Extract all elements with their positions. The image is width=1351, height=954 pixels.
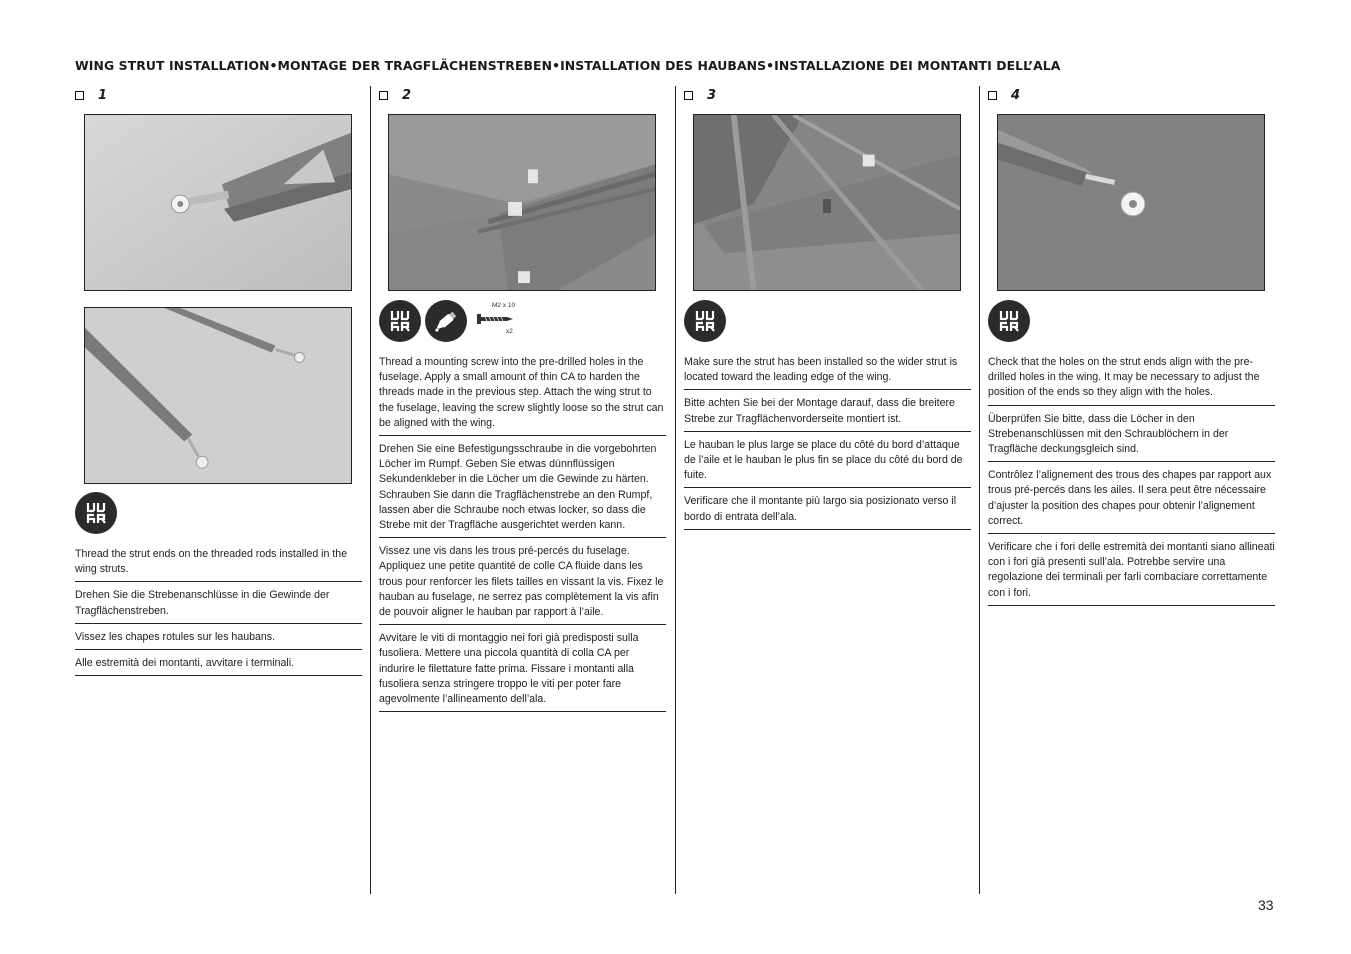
hand-tighten-icon: [684, 300, 726, 342]
instruction-it: Verificare che i fori delle estremità dei montanti siano allineati con i fori già presenti sull’ala. Potrebbe servire una regolazione dei terminali per farli combaciare correttamente con i fori.: [988, 539, 1275, 606]
instruction-en: Make sure the strut has been installed so the wider strut is located toward the leading edge of the wing.: [684, 354, 971, 390]
step-1-header: [75, 88, 107, 103]
instruction-it: Verificare che il montante più largo sia posizionato verso il bordo di entrata dell’ala.: [684, 493, 971, 529]
step-4-instructions: [988, 354, 1275, 611]
instruction-fr: Le hauban le plus large se place du côté du bord d’attaque de l’aile et le hauban le plus fin se place du côté du bord de fuite.: [684, 437, 971, 489]
instruction-it: Avvitare le viti di montaggio nei fori già predisposti sulla fusoliera. Mettere una piccola quantità di colla CA per indurire le filettature fatte prima. Fissare i montanti alla fusoliera senza stringere troppo le viti per poter fare agevolmente l’allineamento dell’ala.: [379, 630, 666, 712]
column-divider: [370, 86, 371, 894]
instruction-de: Drehen Sie die Strebenanschlüsse in die Gewinde der Tragflächenstreben.: [75, 587, 362, 623]
instruction-it: Alle estremità dei montanti, avvitare i terminali.: [75, 655, 362, 676]
hand-tighten-icon: [379, 300, 421, 342]
ca-glue-icon: [425, 300, 467, 342]
step-4-icons: [988, 300, 1030, 342]
instruction-en: Thread the strut ends on the threaded rods installed in the wing struts.: [75, 546, 362, 582]
instruction-fr: Vissez une vis dans les trous pré-percés du fuselage. Appliquez une petite quantité de colle CA fluide dans les trous pour renforcer les filets tailles en vissant la vis. Fixez le hauban au fuselage, ne serrez pas complètement la vis afin de pouvoir aligner le hauban par rapport à l’aile.: [379, 543, 666, 625]
step-2-instructions: [379, 354, 666, 717]
step-1-column: [75, 86, 362, 894]
instruction-de: Bitte achten Sie bei der Montage darauf, dass die breitere Strebe zur Tragflächenvorderseite montiert ist.: [684, 395, 971, 431]
instruction-en: Thread a mounting screw into the pre-drilled holes in the fuselage. Apply a small amount of thin CA to harden the threads made in the previous step. Attach the wing strut to the fuselage, leaving the screw slightly loose so the strut can be aligned with the wing.: [379, 354, 666, 436]
step-2-header: [379, 88, 411, 103]
instruction-de: Überprüfen Sie bitte, dass die Löcher in den Strebenanschlüssen mit den Schraublöchern in der Tragfläche deckungsgleich sind.: [988, 411, 1275, 463]
screw-quantity-label: x2: [506, 328, 513, 335]
step-number: 1: [98, 88, 108, 103]
instruction-fr: Vissez les chapes rotules sur les haubans.: [75, 629, 362, 650]
step-checkbox[interactable]: [684, 91, 693, 100]
step-3-column: [684, 86, 971, 894]
step-4-header: [988, 88, 1020, 103]
step-2-photo: [388, 114, 656, 291]
step-2-icons: [379, 300, 521, 342]
page-number: 33: [1258, 897, 1274, 913]
step-checkbox[interactable]: [75, 91, 84, 100]
page-title: WING STRUT INSTALLATION•MONTAGE DER TRAGFLÄCHENSTREBEN•INSTALLATION DES HAUBANS•INSTALLAZIONE DEI MONTANTI DELL’ALA: [75, 58, 1061, 73]
step-4-column: [988, 86, 1275, 894]
step-1-photo-a: [84, 114, 352, 291]
step-3-photo: [693, 114, 961, 291]
step-checkbox[interactable]: [988, 91, 997, 100]
step-1-photo-b: [84, 307, 352, 484]
step-1-instructions: [75, 546, 362, 681]
column-divider: [675, 86, 676, 894]
instruction-en: Check that the holes on the strut ends align with the pre-drilled holes in the wing. It may be necessary to adjust the position of the ends so they align with the holes.: [988, 354, 1275, 406]
step-3-icons: [684, 300, 726, 342]
instruction-fr: Contrôlez l’alignement des trous des chapes par rapport aux trous pré-percés dans les ailes. Il sera peut être nécessaire d’ajuster la position des chapes pour obtenir l’alignement correct.: [988, 467, 1275, 534]
step-number: 2: [402, 88, 412, 103]
column-divider: [979, 86, 980, 894]
step-number: 3: [707, 88, 717, 103]
step-1-icons: [75, 492, 117, 534]
step-3-header: [684, 88, 716, 103]
step-number: 4: [1011, 88, 1021, 103]
step-4-photo: [997, 114, 1265, 291]
instruction-de: Drehen Sie eine Befestigungsschraube in die vorgebohrten Löcher im Rumpf. Geben Sie etwas dünnflüssigen Sekundenkleber in die Löcher um die Gewinde zu härten. Schrauben Sie dann die Tragflächenstrebe an den Rumpf, lassen aber die Schraube noch etwas locker, so dass die Strebe mit der Tragfläche ausgerichtet werden kann.: [379, 441, 666, 538]
hand-tighten-icon: [75, 492, 117, 534]
hand-tighten-icon: [988, 300, 1030, 342]
screw-size-label: M2 x 10: [492, 302, 516, 309]
step-2-column: [379, 86, 666, 894]
step-3-instructions: [684, 354, 971, 535]
step-checkbox[interactable]: [379, 91, 388, 100]
screw-icon: [471, 300, 521, 342]
